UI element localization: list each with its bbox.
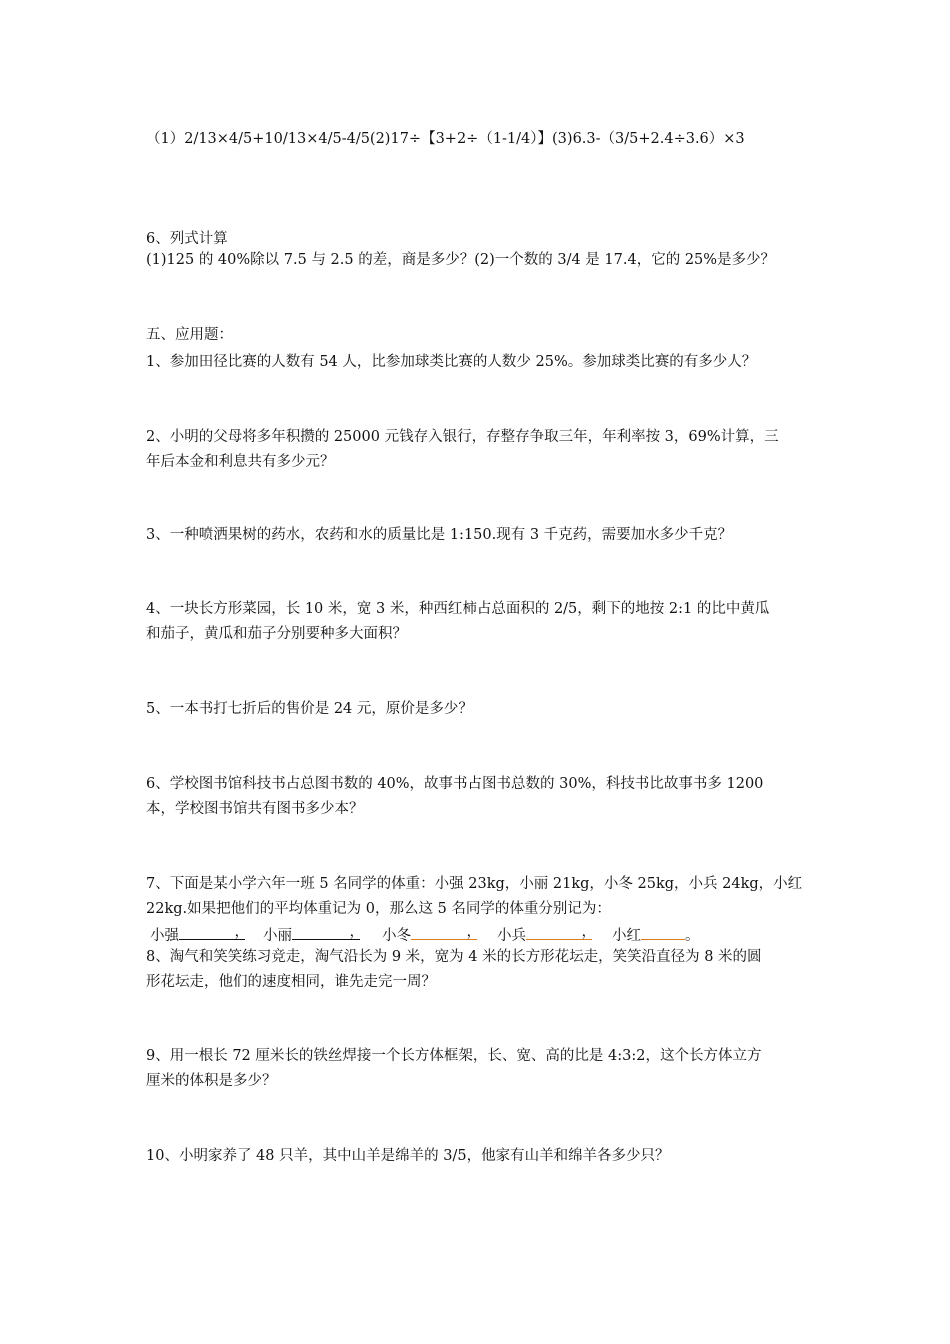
question-2-line-2: 年后本金和利息共有多少元？ <box>146 454 335 470</box>
section5-title: 五、应用题： <box>146 327 233 343</box>
answer-blank-xiaoqiang[interactable]: ， <box>179 923 245 940</box>
blank-label-xiaoqiang: 小强 <box>150 928 179 944</box>
question-4-line-2: 和茄子，黄瓜和茄子分别要种多大面积？ <box>146 626 407 642</box>
question-7-answer-blanks <box>150 923 700 946</box>
blank-label-xiaohong: 小红 <box>612 928 641 944</box>
question-9-line-2: 厘米的体积是多少？ <box>146 1073 277 1089</box>
question-7-line-2: 22kg.如果把他们的平均体重记为 0，那么这 5 名同学的体重分别记为： <box>146 901 611 917</box>
question-10: 10、小明家养了 48 只羊，其中山羊是绵羊的 3/5，他家有山羊和绵羊各多少只？ <box>146 1148 670 1164</box>
answer-blank-xiaoli[interactable]: ， <box>292 923 360 940</box>
question-3: 3、一种喷洒果树的药水，农药和水的质量比是 1:150.现有 3 千克药，需要加水多少千克？ <box>146 527 733 543</box>
blank-label-xiaodong: 小冬 <box>382 928 411 944</box>
question-5: 5、一本书打七折后的售价是 24 元，原价是多少？ <box>146 701 473 717</box>
calc-expressions: （1）2/13×4/5+10/13×4/5-4/5(2)17÷【3+2÷（1-1/4）】(3)6.3-（3/5+2.4÷3.6）×3 <box>146 131 745 147</box>
section6-question: (1)125 的 40%除以 7.5 与 2.5 的差，商是多少？(2)一个数的 3/4 是 17.4，它的 25%是多少？ <box>146 252 776 268</box>
question-1: 1、参加田径比赛的人数有 54 人，比参加球类比赛的人数少 25%。参加球类比赛的有多少人？ <box>146 354 757 370</box>
question-2-line-1: 2、小明的父母将多年积攒的 25000 元钱存入银行，存整存争取三年，年利率按 3，69%计算，三 <box>146 429 779 445</box>
answer-blank-xiaobing[interactable]: ， <box>526 923 592 940</box>
question-6-line-1: 6、学校图书馆科技书占总图书数的 40%，故事书占图书总数的 30%，科技书比故事书多 1200 <box>146 776 764 792</box>
blank-label-xiaoli: 小丽 <box>263 928 292 944</box>
final-period: 。 <box>685 928 700 944</box>
answer-blank-xiaodong[interactable]: ， <box>411 923 477 940</box>
question-7-line-1: 7、下面是某小学六年一班 5 名同学的体重：小强 23kg，小丽 21kg，小冬 25kg，小兵 24kg，小红 <box>146 876 803 892</box>
question-8-line-1: 8、淘气和笑笑练习竞走，淘气沿长为 9 米，宽为 4 米的长方形花坛走，笑笑沿直径为 8 米的圆 <box>146 949 762 965</box>
section6-title: 6、列式计算 <box>146 231 228 247</box>
question-8-line-2: 形花坛走，他们的速度相同，谁先走完一周？ <box>146 974 436 990</box>
blank-label-xiaobing: 小兵 <box>497 928 526 944</box>
answer-blank-xiaohong[interactable] <box>641 923 685 940</box>
question-6-line-2: 本，学校图书馆共有图书多少本？ <box>146 801 364 817</box>
question-4-line-1: 4、一块长方形菜园，长 10 米，宽 3 米，种西红柿占总面积的 2/5，剩下的地按 2:1 的比中黄瓜 <box>146 601 770 617</box>
question-9-line-1: 9、用一根长 72 厘米长的铁丝焊接一个长方体框架，长、宽、高的比是 4:3:2，这个长方体立方 <box>146 1048 762 1064</box>
